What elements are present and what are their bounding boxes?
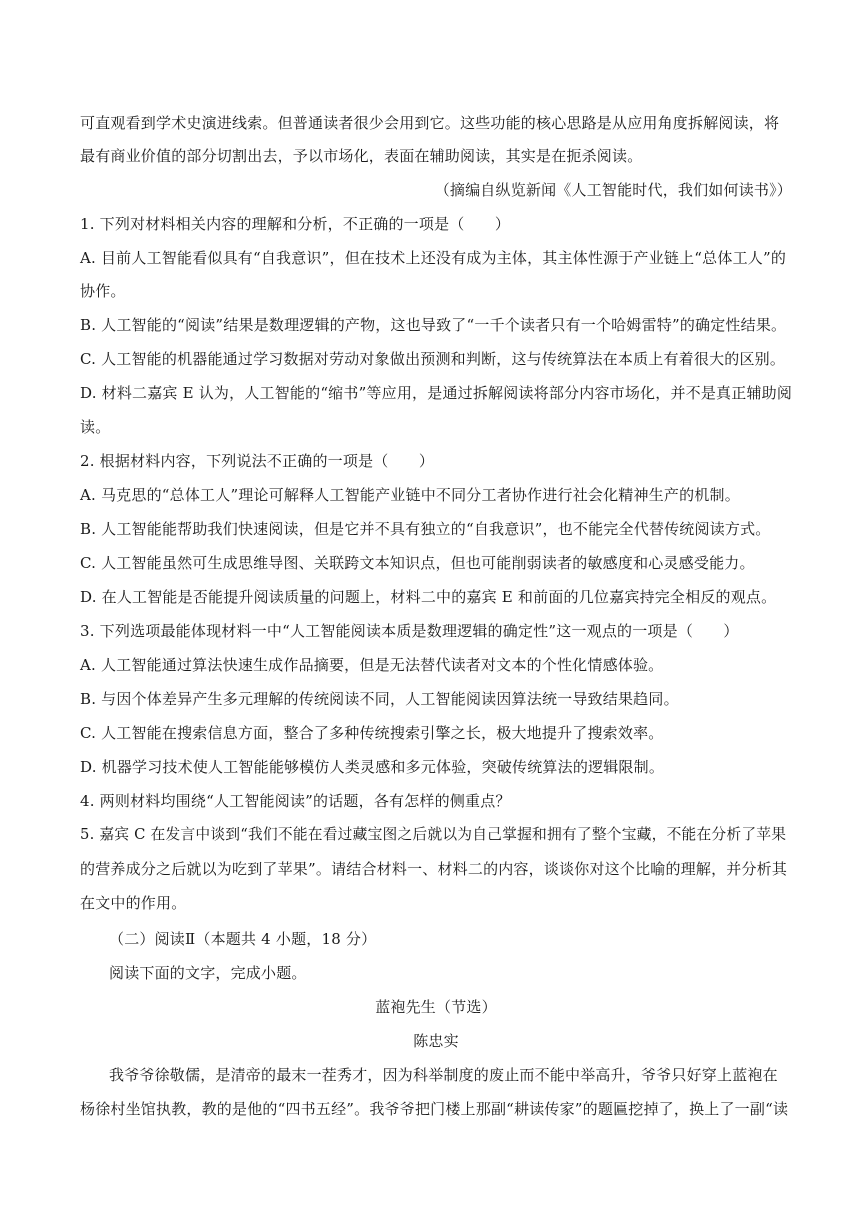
question-3-stem: 3. 下列选项最能体现材料一中“人工智能阅读本质是数理逻辑的确定性”这一观点的一项是（ ） bbox=[80, 622, 739, 640]
article-paragraph-line: 杨徐村坐馆执教，教的是他的“四书五经”。我爷爷把门楼上那副“耕读传家”的题匾挖掉了，换上了一副“读 bbox=[80, 1100, 789, 1118]
article-author: 陈忠实 bbox=[413, 1032, 459, 1050]
article-paragraph-line: 我爷爷徐敬儒，是清帝的最末一茬秀才，因为科举制度的废止而不能中举高升，爷爷只好穿上蓝袍在 bbox=[109, 1066, 778, 1084]
section-instruction: 阅读下面的文字，完成小题。 bbox=[109, 964, 307, 982]
section-heading: （二）阅读Ⅱ（本题共 4 小题，18 分） bbox=[109, 930, 377, 948]
passage-text-line: 最有商业价值的部分切割出去，予以市场化，表面在辅助阅读，其实是在扼杀阅读。 bbox=[80, 147, 643, 165]
question-1-option-b: B. 人工智能的“阅读”结果是数理逻辑的产物，这也导致了“一千个读者只有一个哈姆雷特”的确定性结果。 bbox=[80, 316, 787, 334]
question-2-option-a: A. 马克思的“总体工人”理论可解释人工智能产业链中不同分工者协作进行社会化精神生产的机制。 bbox=[80, 486, 740, 504]
question-1-option-a: A. 目前人工智能看似具有“自我意识”，但在技术上还没有成为主体，其主体性源于产业链上“总体工人”的 bbox=[80, 249, 787, 267]
question-1-option-c: C. 人工智能的机器能通过学习数据对劳动对象做出预测和判断，这与传统算法在本质上有着很大的区别。 bbox=[80, 350, 786, 368]
question-4-stem: 4. 两则材料均围绕“人工智能阅读”的话题，各有怎样的侧重点？ bbox=[80, 792, 511, 810]
question-3-option-c: C. 人工智能在搜索信息方面，整合了多种传统搜索引擎之长，极大地提升了搜索效率。 bbox=[80, 724, 664, 742]
question-3-option-d: D. 机器学习技术使人工智能能够模仿人类灵感和多元体验，突破传统算法的逻辑限制。 bbox=[80, 758, 665, 776]
question-5-line: 在文中的作用。 bbox=[80, 894, 187, 912]
question-5-line: 5. 嘉宾 C 在发言中谈到“我们不能在看过藏宝图之后就以为自己掌握和拥有了整个宝藏，不能在分析了苹果 bbox=[80, 826, 787, 843]
source-citation: （摘编自纵览新闻《人工智能时代，我们如何读书》） bbox=[434, 181, 792, 199]
question-1-option-a-cont: 协作。 bbox=[80, 282, 126, 300]
question-3-option-b: B. 与因个体差异产生多元理解的传统阅读不同，人工智能阅读因算法统一导致结果趋同。 bbox=[80, 690, 679, 708]
question-2-option-d: D. 在人工智能是否能提升阅读质量的问题上，材料二中的嘉宾 E 和前面的几位嘉宾持完全相反的观点。 bbox=[80, 588, 777, 606]
question-2-option-c: C. 人工智能虽然可生成思维导图、关联跨文本知识点，但也可能削弱读者的敏感度和心灵感受能力。 bbox=[80, 554, 755, 572]
passage-text-line: 可直观看到学术史演进线索。但普通读者很少会用到它。这些功能的核心思路是从应用角度拆解阅读，将 bbox=[80, 114, 780, 132]
question-2-stem: 2. 根据材料内容，下列说法不正确的一项是（ ） bbox=[80, 452, 435, 470]
article-title: 蓝袍先生（节选） bbox=[375, 998, 497, 1016]
question-5-line: 的营养成分之后就以为吃到了苹果”。请结合材料一、材料二的内容，谈谈你对这个比喻的理解，并分析其 bbox=[80, 860, 788, 878]
question-1-stem: 1. 下列对材料相关内容的理解和分析，不正确的一项是（ ） bbox=[80, 215, 511, 233]
question-1-option-d-cont: 读。 bbox=[80, 418, 111, 436]
question-2-option-b: B. 人工智能能帮助我们快速阅读，但是它并不具有独立的“自我意识”，也不能完全代替传统阅读方式。 bbox=[80, 520, 771, 538]
question-3-option-a: A. 人工智能通过算法快速生成作品摘要，但是无法替代读者对文本的个性化情感体验。 bbox=[80, 656, 664, 674]
question-1-option-d: D. 材料二嘉宾 E 认为，人工智能的“缩书”等应用，是通过拆解阅读将部分内容市场化，并不是真正辅助阅 bbox=[80, 384, 793, 402]
